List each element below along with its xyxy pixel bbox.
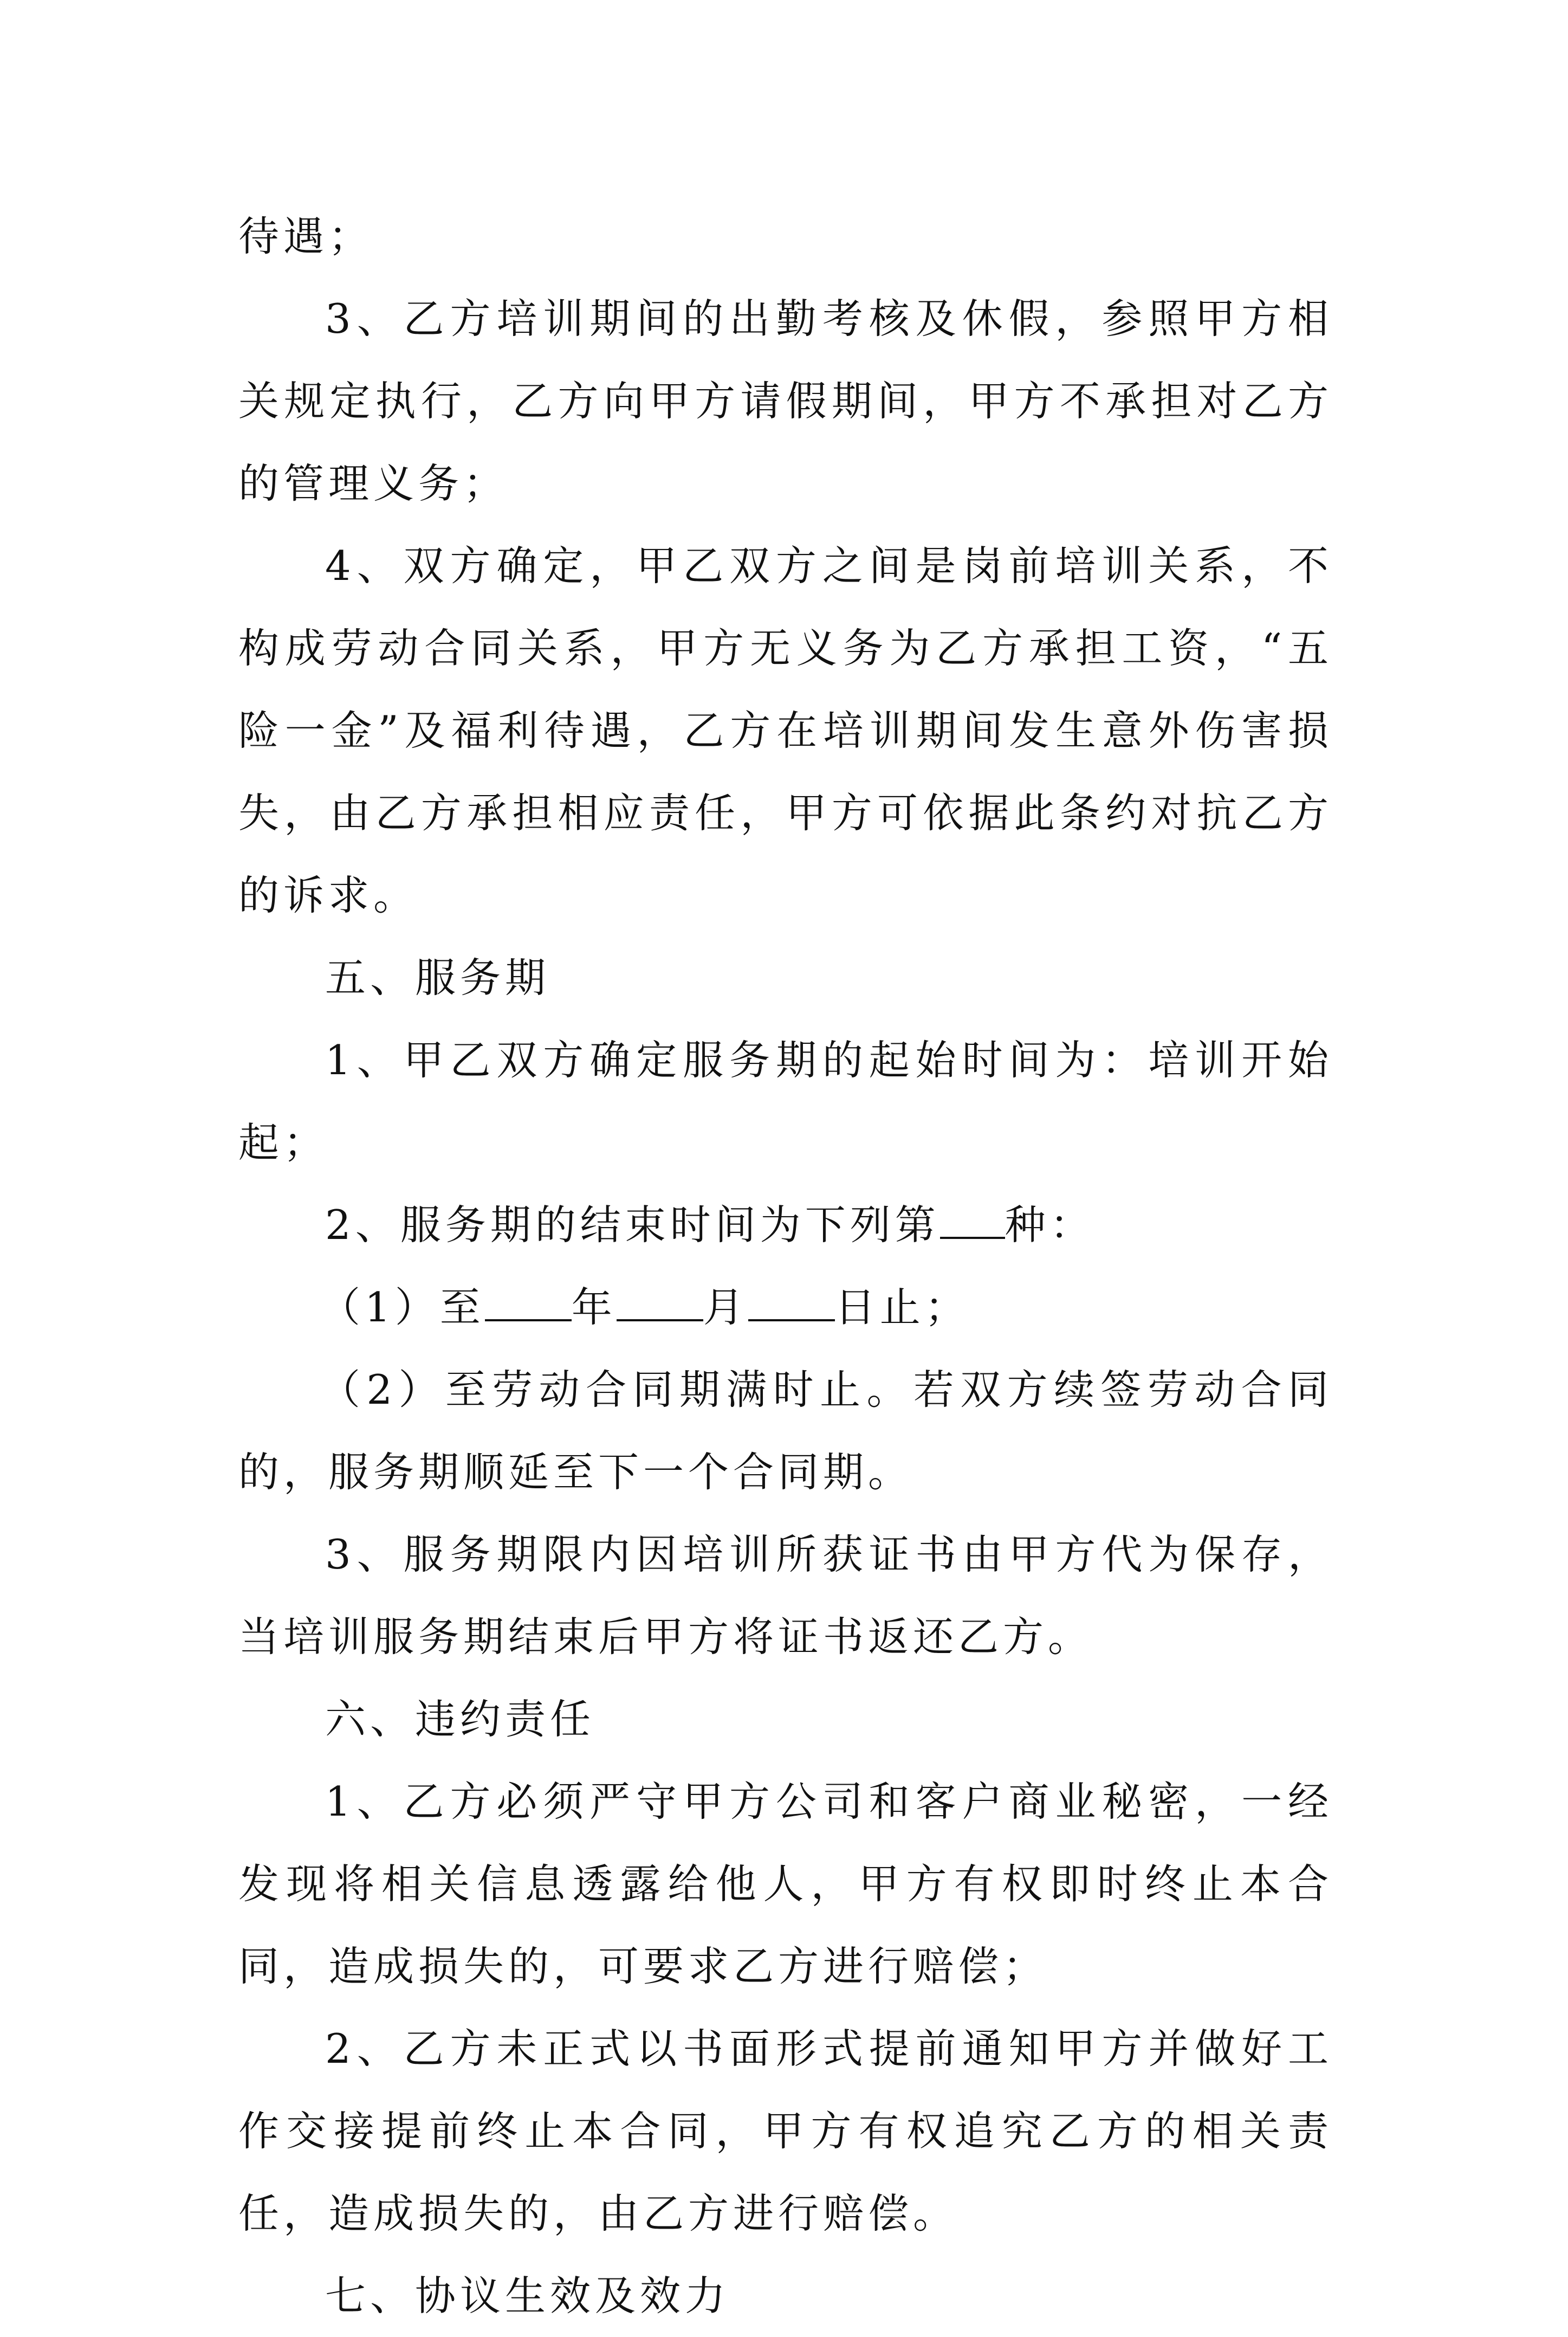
clause-5-2-end bbox=[238, 1184, 1333, 1266]
section-heading-service-period: 五、服务期 bbox=[325, 954, 550, 1002]
section-heading-liability: 六、违约责任 bbox=[325, 1695, 595, 1743]
fill-blank-month[interactable] bbox=[617, 1287, 703, 1321]
fill-blank-year[interactable] bbox=[485, 1287, 572, 1321]
option-1-month-label: 月 bbox=[703, 1283, 748, 1331]
clause-5-1-start: 1、甲乙双方确定服务期的起始时间为：培训开始起； bbox=[238, 1036, 1333, 1166]
clause-4-3-attendance: 3、乙方培训期间的出勤考核及休假，参照甲方相关规定执行，乙方向甲方请假期间，甲方不承担对乙方的管理义务； bbox=[238, 295, 1333, 507]
clause-4-4-relationship: 4、双方确定，甲乙双方之间是岗前培训关系，不构成劳动合同关系，甲方无义务为乙方承担工资，“五险一金”及福利待遇，乙方在培训期间发生意外伤害损失，由乙方承担相应责任，甲方可依据此条约对抗乙方的诉求。 bbox=[238, 542, 1333, 919]
option-1-day-label: 日止； bbox=[834, 1283, 970, 1331]
option-1-date bbox=[238, 1266, 1333, 1348]
fill-blank-day[interactable] bbox=[748, 1287, 835, 1321]
clause-5-2-suffix: 种： bbox=[1005, 1201, 1095, 1249]
document-body bbox=[238, 195, 1333, 2337]
clause-6-2-termination: 2、乙方未正式以书面形式提前通知甲方并做好工作交接提前终止本合同，甲方有权追究乙方的相关责任，造成损失的，由乙方进行赔偿。 bbox=[238, 2025, 1333, 2237]
clause-6-1-confidentiality: 1、乙方必须严守甲方公司和客户商业秘密，一经发现将相关信息透露给他人，甲方有权即时终止本合同，造成损失的，可要求乙方进行赔偿； bbox=[238, 1778, 1333, 1990]
paragraph-continuation: 待遇； bbox=[238, 212, 374, 260]
section-heading-effectiveness: 七、协议生效及效力 bbox=[325, 2272, 730, 2320]
fill-blank-option-number[interactable] bbox=[940, 1204, 1005, 1239]
option-1-year-label: 年 bbox=[571, 1283, 617, 1331]
option-1-prefix: （1）至 bbox=[320, 1283, 485, 1331]
clause-5-3-certificate: 3、服务期限内因培训所获证书由甲方代为保存，当培训服务期结束后甲方将证书返还乙方。 bbox=[238, 1531, 1333, 1661]
clause-5-2-prefix: 2、服务期的结束时间为下列第 bbox=[325, 1201, 940, 1249]
option-2-contract-end: （2）至劳动合同期满时止。若双方续签劳动合同的，服务期顺延至下一个合同期。 bbox=[238, 1366, 1333, 1496]
